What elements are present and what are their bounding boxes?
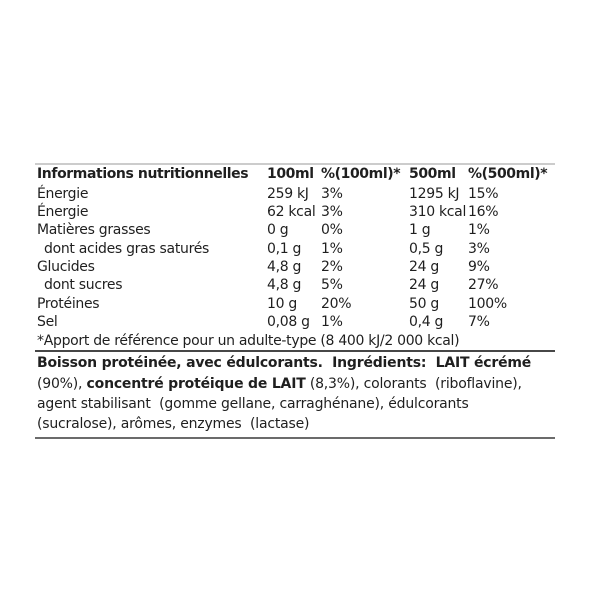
value-500ml: 0,5 g [409, 240, 444, 257]
nutrition-label [35, 163, 555, 439]
pct-100ml: 5% [321, 277, 343, 294]
header-col-100ml: 100ml [267, 166, 314, 182]
value-500ml: 24 g [409, 259, 439, 276]
pct-100ml: 3% [321, 203, 343, 220]
ingredient-milk-protein-concentrate: concentré protéique de LAIT [86, 375, 306, 392]
value-100ml: 4,8 g [267, 277, 302, 294]
value-500ml: 1295 kJ [409, 185, 460, 202]
row-protein [35, 295, 555, 313]
header-col-pct-500ml: %(500ml)* [468, 166, 548, 182]
row-saturated-fat [35, 240, 555, 258]
ingredients-line-2 [37, 374, 555, 394]
pct-100ml: 0% [321, 222, 343, 239]
pct-500ml: 100% [468, 295, 507, 312]
row-carbohydrates [35, 258, 555, 276]
table-header-row [35, 165, 555, 185]
value-100ml: 259 kJ [267, 185, 309, 202]
ingredient-text: (8,3%), colorants (riboflavine), [305, 375, 522, 392]
pct-100ml: 3% [321, 185, 343, 202]
nutrient-label: Glucides [37, 259, 95, 276]
ingredients-line-3: agent stabilisant (gomme gellane, carraghénane), édulcorants [37, 396, 469, 413]
row-sugars [35, 276, 555, 294]
row-salt [35, 313, 555, 331]
pct-500ml: 3% [468, 240, 490, 257]
nutrient-label: dont sucres [44, 277, 123, 294]
row-energy-kj [35, 185, 555, 203]
header-nutrition-info: Informations nutritionnelles [37, 166, 249, 182]
nutrient-label: Matières grasses [37, 222, 151, 239]
ingredients-section [35, 352, 555, 437]
value-500ml: 50 g [409, 295, 439, 312]
pct-500ml: 16% [468, 203, 499, 220]
value-100ml: 62 kcal [267, 203, 316, 220]
nutrient-label: Énergie [37, 185, 89, 202]
value-500ml: 1 g [409, 222, 431, 239]
value-100ml: 4,8 g [267, 259, 302, 276]
pct-500ml: 7% [468, 314, 490, 331]
header-col-pct-100ml: %(100ml)* [321, 166, 401, 182]
ingredients-line-1 [37, 353, 555, 373]
nutrient-label: dont acides gras saturés [44, 240, 210, 257]
pct-500ml: 15% [468, 185, 499, 202]
pct-100ml: 2% [321, 259, 343, 276]
value-100ml: 0 g [267, 222, 289, 239]
ingredients-line-4: (sucralose), arômes, enzymes (lactase) [37, 416, 310, 433]
value-100ml: 0,08 g [267, 314, 310, 331]
pct-100ml: 1% [321, 240, 343, 257]
header-col-500ml: 500ml [409, 166, 456, 182]
bottom-divider [35, 437, 555, 439]
value-500ml: 0,4 g [409, 314, 444, 331]
pct-100ml: 1% [321, 314, 343, 331]
nutrient-label: Énergie [37, 203, 89, 220]
value-500ml: 310 kcal [409, 203, 467, 220]
row-energy-kcal [35, 203, 555, 221]
row-fat [35, 221, 555, 239]
nutrient-label: Protéines [37, 295, 100, 312]
value-100ml: 10 g [267, 295, 297, 312]
nutrient-label: Sel [37, 314, 58, 331]
reference-intake-footnote: *Apport de référence pour un adulte-type (8 400 kJ/2 000 kcal) [37, 332, 460, 349]
pct-500ml: 9% [468, 259, 490, 276]
nutrition-table [35, 165, 555, 350]
value-500ml: 24 g [409, 277, 439, 294]
value-100ml: 0,1 g [267, 240, 302, 257]
pct-500ml: 27% [468, 277, 499, 294]
ingredient-text: (90%), [37, 375, 87, 392]
product-description-and-ingredients-title: Boisson protéinée, avec édulcorants. Ingrédients: LAIT écrémé [37, 355, 532, 372]
pct-500ml: 1% [468, 222, 490, 239]
pct-100ml: 20% [321, 295, 352, 312]
